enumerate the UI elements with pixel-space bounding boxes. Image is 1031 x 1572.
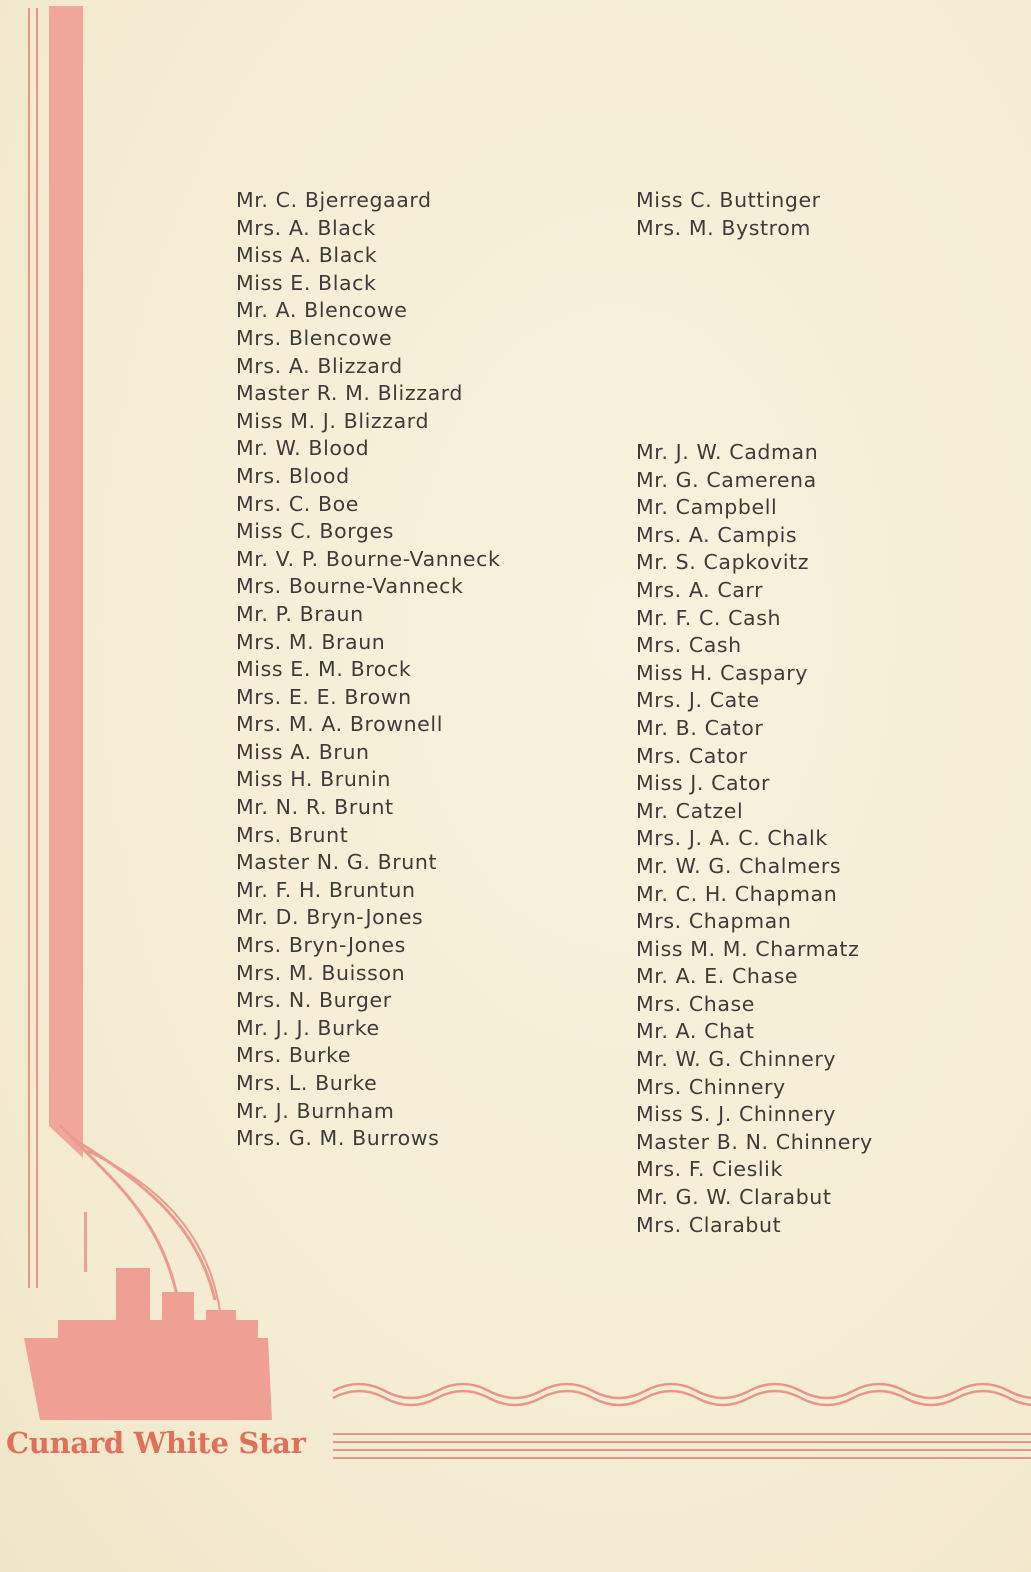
passenger-name: Miss H. Brunin	[236, 767, 391, 792]
passenger-name: Mrs. A. Carr	[636, 577, 764, 602]
passenger-name: Mrs. Brunt	[236, 822, 349, 847]
passenger-name: Mr. J. J. Burke	[236, 1015, 380, 1040]
passenger-name: Miss M. J. Blizzard	[236, 408, 430, 433]
passenger-name: Master R. M. Blizzard	[236, 381, 464, 406]
passenger-name: Mr. Campbell	[636, 495, 778, 520]
passenger-name: Mr. J. W. Cadman	[636, 440, 819, 464]
passenger-name: Mr. W. G. Chalmers	[636, 853, 842, 878]
passenger-column-right-top	[636, 187, 821, 242]
passenger-name: Mrs. Chase	[636, 991, 755, 1016]
passenger-name: Mr. P. Braun	[236, 601, 364, 626]
passenger-name: Mr. G. Camerena	[636, 467, 817, 492]
passenger-name: Mr. Catzel	[636, 798, 744, 823]
passenger-name: Mr. F. H. Bruntun	[236, 877, 416, 902]
passenger-name: Mrs. M. Buisson	[236, 960, 406, 985]
passenger-name: Mr. B. Cator	[636, 715, 764, 740]
passenger-name: Mrs. Chinnery	[636, 1074, 786, 1099]
passenger-name: Mrs. N. Burger	[236, 988, 392, 1013]
passenger-name: Mrs. Blood	[236, 463, 350, 488]
brand-logo: Cunard White Star	[6, 1426, 306, 1460]
passenger-name: Mrs. Blencowe	[236, 325, 393, 350]
passenger-name: Mrs. M. Braun	[236, 629, 386, 654]
passenger-column-right-c	[636, 439, 873, 1239]
left-band	[49, 6, 83, 1126]
passenger-name: Mrs. Burke	[236, 1043, 352, 1068]
passenger-name: Mrs. A. Blizzard	[236, 353, 403, 378]
passenger-name: Miss C. Buttinger	[636, 188, 821, 212]
passenger-name: Mr. C. Bjerregaard	[236, 188, 432, 212]
passenger-name: Mrs. Chapman	[636, 909, 792, 934]
passenger-name: Mr. W. Blood	[236, 436, 370, 461]
passenger-name: Mr. D. Bryn-Jones	[236, 905, 424, 930]
passenger-name: Miss A. Brun	[236, 739, 370, 764]
passenger-name: Miss S. J. Chinnery	[636, 1102, 836, 1127]
passenger-name: Miss A. Black	[236, 243, 378, 268]
passenger-name: Mr. J. Burnham	[236, 1098, 395, 1123]
passenger-name: Miss J. Cator	[636, 771, 771, 796]
passenger-name: Miss C. Borges	[236, 519, 394, 544]
passenger-name: Mrs. J. A. C. Chalk	[636, 826, 828, 851]
passenger-name: Master N. G. Brunt	[236, 850, 438, 875]
passenger-name: Miss E. Black	[236, 270, 377, 295]
passenger-column-left	[236, 187, 500, 1153]
passenger-name: Mr. G. W. Clarabut	[636, 1185, 832, 1210]
passenger-name: Mr. N. R. Brunt	[236, 795, 394, 820]
passenger-name: Master B. N. Chinnery	[636, 1129, 873, 1154]
passenger-name: Mrs. Bryn-Jones	[236, 933, 406, 958]
passenger-name: Mrs. G. M. Burrows	[236, 1126, 440, 1151]
passenger-name: Mrs. A. Campis	[636, 522, 798, 547]
passenger-name: Mr. S. Capkovitz	[636, 550, 810, 575]
ship-silhouette	[24, 1212, 272, 1420]
passenger-name: Mr. A. Blencowe	[236, 298, 408, 323]
passenger-name: Mrs. Clarabut	[636, 1212, 782, 1237]
passenger-name: Mrs. C. Boe	[236, 491, 359, 516]
passenger-name: Mrs. F. Cieslik	[636, 1157, 783, 1182]
passenger-name: Miss H. Caspary	[636, 660, 809, 685]
passenger-name: Miss M. M. Charmatz	[636, 936, 860, 961]
passenger-name: Miss E. M. Brock	[236, 657, 412, 682]
passenger-name: Mrs. A. Black	[236, 215, 376, 240]
passenger-name: Mr. C. H. Chapman	[636, 881, 838, 906]
passenger-name: Mr. V. P. Bourne-Vanneck	[236, 546, 501, 571]
passenger-name: Mrs. E. E. Brown	[236, 684, 412, 709]
passenger-name: Mrs. Cator	[636, 743, 748, 768]
passenger-name: Mrs. M. A. Brownell	[236, 712, 443, 737]
passenger-name: Mr. F. C. Cash	[636, 605, 782, 630]
passenger-name: Mrs. Bourne-Vanneck	[236, 574, 464, 599]
passenger-name: Mr. W. G. Chinnery	[636, 1047, 837, 1072]
passenger-name: Mrs. L. Burke	[236, 1071, 378, 1095]
passenger-name: Mrs. Cash	[636, 633, 742, 658]
passenger-name: Mrs. J. Cate	[636, 688, 760, 713]
passenger-name: Mrs. M. Bystrom	[636, 215, 811, 240]
passenger-name: Mr. A. E. Chase	[636, 964, 799, 989]
passenger-name: Mr. A. Chat	[636, 1019, 755, 1044]
